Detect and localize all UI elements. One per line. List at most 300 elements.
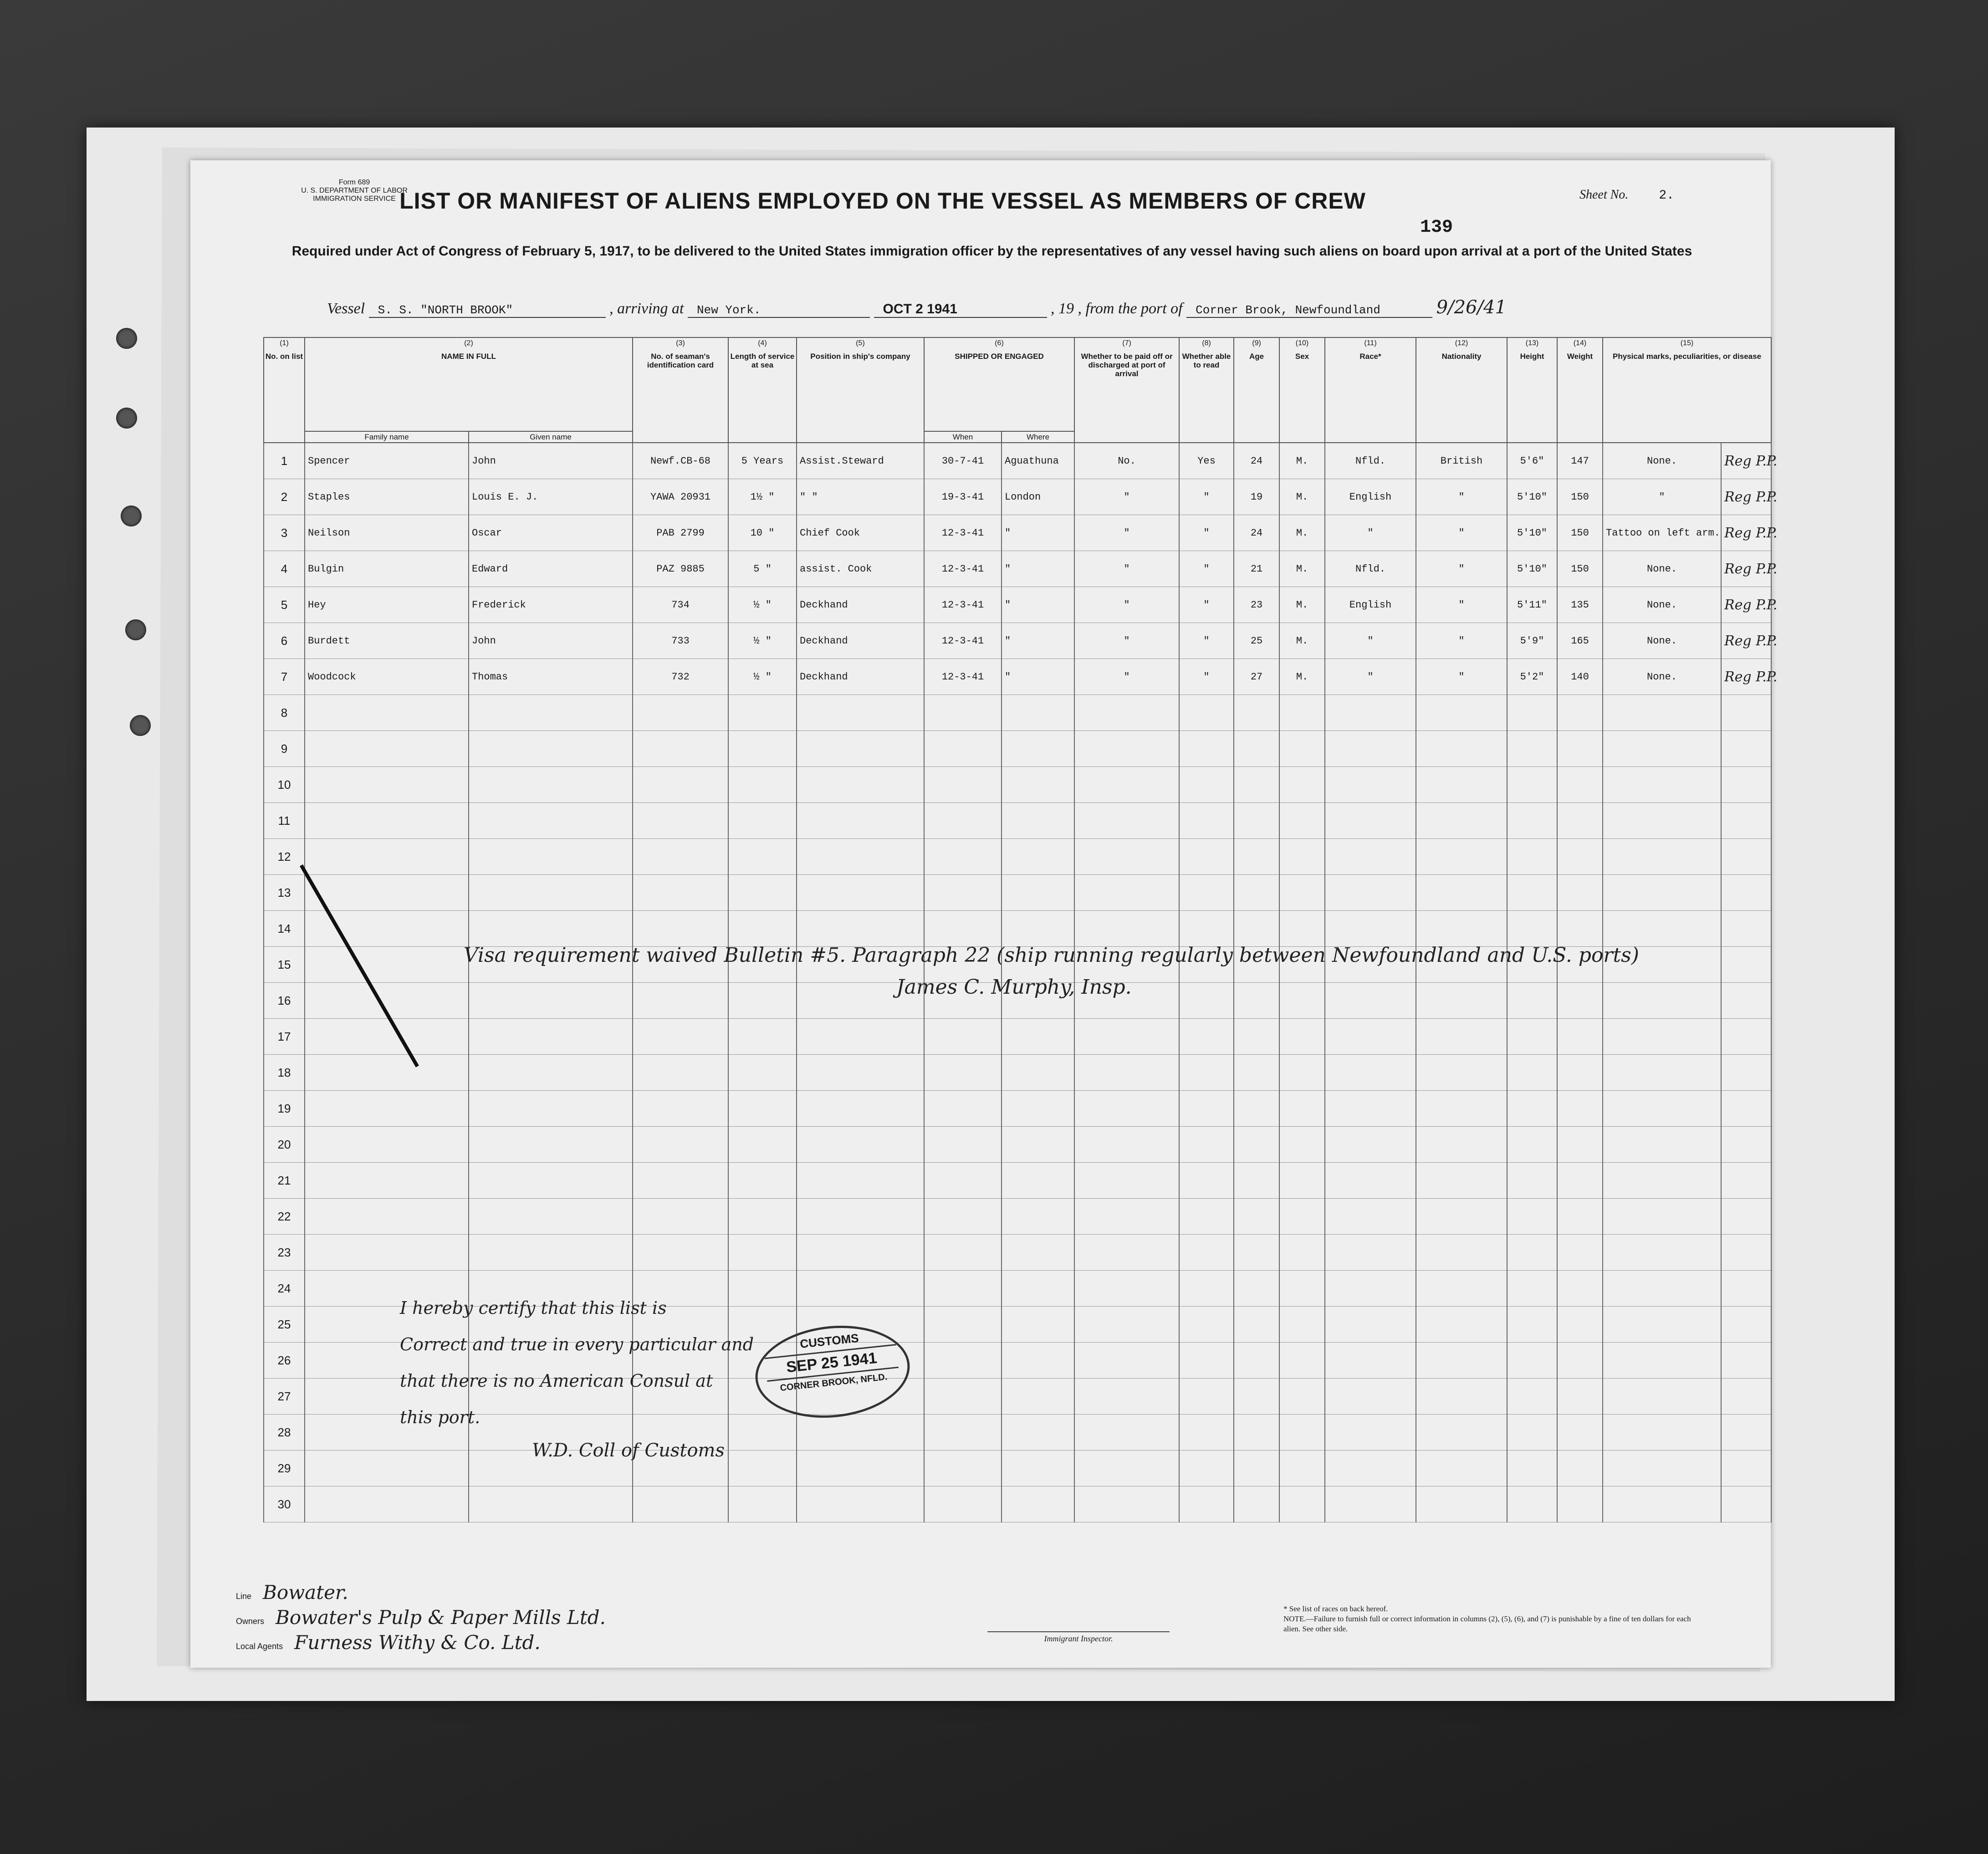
stamp-top: CUSTOMS xyxy=(799,1331,859,1351)
service-length: ½ " xyxy=(728,587,797,623)
service-length: 5 " xyxy=(728,551,797,587)
physical-marks xyxy=(1603,1091,1721,1127)
nationality xyxy=(1416,1343,1507,1379)
family-name xyxy=(305,1055,469,1091)
inspector-initials xyxy=(1721,1307,1771,1343)
col-card: (3) No. of seaman's identification card xyxy=(633,337,728,443)
race xyxy=(1325,1415,1416,1451)
inspector-initials xyxy=(1721,803,1771,839)
nationality xyxy=(1416,1163,1507,1199)
family-name: Bulgin xyxy=(305,551,469,587)
paid-off xyxy=(1074,911,1179,947)
family-name xyxy=(305,767,469,803)
id-card: 734 xyxy=(633,587,728,623)
physical-marks xyxy=(1603,1486,1721,1522)
nationality xyxy=(1416,1235,1507,1271)
weight xyxy=(1557,1055,1603,1091)
able-to-read xyxy=(1179,1091,1234,1127)
table-row xyxy=(264,479,1771,515)
table-row-empty xyxy=(264,1199,1771,1235)
weight xyxy=(1557,1019,1603,1055)
row-number: 3 xyxy=(264,515,305,551)
physical-marks xyxy=(1603,1055,1721,1091)
physical-marks: Tattoo on left arm. xyxy=(1603,515,1721,551)
position xyxy=(797,1127,924,1163)
position: Deckhand xyxy=(797,623,924,659)
id-card xyxy=(633,839,728,875)
shipped-when xyxy=(924,1486,1002,1522)
shipped-where xyxy=(1002,1415,1074,1451)
age xyxy=(1234,695,1279,731)
table-row-empty xyxy=(264,1163,1771,1199)
weight: 135 xyxy=(1557,587,1603,623)
footer-agents xyxy=(236,1631,541,1654)
able-to-read xyxy=(1179,1127,1234,1163)
age: 25 xyxy=(1234,623,1279,659)
physical-marks xyxy=(1603,875,1721,911)
row-number: 14 xyxy=(264,911,305,947)
paid-off xyxy=(1074,695,1179,731)
age xyxy=(1234,767,1279,803)
able-to-read: " xyxy=(1179,479,1234,515)
height xyxy=(1507,1451,1557,1486)
weight xyxy=(1557,1091,1603,1127)
inspector-initials: Reg P.P. xyxy=(1721,515,1771,551)
row-number: 28 xyxy=(264,1415,305,1451)
shipped-when: 30-7-41 xyxy=(924,443,1002,479)
service-length xyxy=(728,803,797,839)
shipped-when xyxy=(924,731,1002,767)
nationality xyxy=(1416,1091,1507,1127)
race xyxy=(1325,1451,1416,1486)
inspector-initials xyxy=(1721,767,1771,803)
given-name xyxy=(469,875,633,911)
race: English xyxy=(1325,587,1416,623)
service-length: ½ " xyxy=(728,623,797,659)
inspector-initials xyxy=(1721,983,1771,1019)
physical-marks: None. xyxy=(1603,623,1721,659)
sex xyxy=(1279,839,1325,875)
id-card: 732 xyxy=(633,659,728,695)
physical-marks: None. xyxy=(1603,659,1721,695)
id-card xyxy=(633,875,728,911)
shipped-when: 12-3-41 xyxy=(924,659,1002,695)
shipped-where xyxy=(1002,839,1074,875)
inspector-initials: Reg P.P. xyxy=(1721,587,1771,623)
inspector-initials xyxy=(1721,1019,1771,1055)
service-length xyxy=(728,911,797,947)
nationality: " xyxy=(1416,587,1507,623)
col-service: (4) Length of service at sea xyxy=(728,337,797,443)
height xyxy=(1507,1271,1557,1307)
physical-marks xyxy=(1603,1019,1721,1055)
able-to-read: " xyxy=(1179,551,1234,587)
given-name xyxy=(469,839,633,875)
col-age: (9) Age xyxy=(1234,337,1279,443)
id-card xyxy=(633,1127,728,1163)
table-row xyxy=(264,443,1771,479)
weight xyxy=(1557,1235,1603,1271)
race xyxy=(1325,839,1416,875)
departure-port: Corner Brook, Newfoundland xyxy=(1186,303,1432,318)
table-row xyxy=(264,659,1771,695)
col-race: (11) Race* xyxy=(1325,337,1416,443)
row-number: 9 xyxy=(264,731,305,767)
agents-label: Local Agents xyxy=(236,1642,283,1651)
table-row-empty xyxy=(264,839,1771,875)
paid-off xyxy=(1074,1451,1179,1486)
given-name xyxy=(469,1127,633,1163)
col-read: (8) Whether able to read xyxy=(1179,337,1234,443)
age xyxy=(1234,1451,1279,1486)
height xyxy=(1507,911,1557,947)
family-name xyxy=(305,1199,469,1235)
height xyxy=(1507,1343,1557,1379)
weight xyxy=(1557,1343,1603,1379)
able-to-read xyxy=(1179,875,1234,911)
position xyxy=(797,803,924,839)
race: Nfld. xyxy=(1325,443,1416,479)
physical-marks xyxy=(1603,911,1721,947)
sex xyxy=(1279,767,1325,803)
line-label: Line xyxy=(236,1592,252,1601)
position xyxy=(797,1486,924,1522)
given-name: Oscar xyxy=(469,515,633,551)
handwritten-date: 9/26/41 xyxy=(1436,297,1507,318)
table-row-empty xyxy=(264,767,1771,803)
table-row-empty xyxy=(264,731,1771,767)
row-number: 19 xyxy=(264,1091,305,1127)
inspector-initials xyxy=(1721,911,1771,947)
shipped-when xyxy=(924,1307,1002,1343)
height xyxy=(1507,695,1557,731)
id-card xyxy=(633,1199,728,1235)
race: " xyxy=(1325,659,1416,695)
service-length xyxy=(728,767,797,803)
owners-value: Bowater's Pulp & Paper Mills Ltd. xyxy=(276,1606,606,1629)
shipped-where xyxy=(1002,731,1074,767)
age xyxy=(1234,1127,1279,1163)
row-number: 16 xyxy=(264,983,305,1019)
shipped-where xyxy=(1002,911,1074,947)
col-paid: (7) Whether to be paid off or discharged at port of arrival xyxy=(1074,337,1179,443)
age xyxy=(1234,1091,1279,1127)
paid-off: No. xyxy=(1074,443,1179,479)
physical-marks xyxy=(1603,983,1721,1019)
inspector-initials xyxy=(1721,1486,1771,1522)
height xyxy=(1507,767,1557,803)
family-name: Hey xyxy=(305,587,469,623)
shipped-where xyxy=(1002,1055,1074,1091)
sex xyxy=(1279,1127,1325,1163)
inspector-initials xyxy=(1721,1451,1771,1486)
shipped-where xyxy=(1002,1343,1074,1379)
inspector-initials xyxy=(1721,1091,1771,1127)
height xyxy=(1507,1307,1557,1343)
sex xyxy=(1279,1163,1325,1199)
nationality: " xyxy=(1416,515,1507,551)
weight xyxy=(1557,731,1603,767)
shipped-where: " xyxy=(1002,623,1074,659)
table-row-empty xyxy=(264,911,1771,947)
physical-marks xyxy=(1603,1127,1721,1163)
sex: M. xyxy=(1279,551,1325,587)
height: 5'11" xyxy=(1507,587,1557,623)
inspector-initials xyxy=(1721,1127,1771,1163)
sex xyxy=(1279,983,1325,1019)
able-to-read xyxy=(1179,1271,1234,1307)
inspector-initials xyxy=(1721,1163,1771,1199)
sex xyxy=(1279,1199,1325,1235)
inspector-initials xyxy=(1721,1055,1771,1091)
sex xyxy=(1279,1415,1325,1451)
given-name xyxy=(469,1486,633,1522)
nationality xyxy=(1416,875,1507,911)
col-where: Where xyxy=(1002,431,1074,443)
id-card: 733 xyxy=(633,623,728,659)
shipped-where xyxy=(1002,803,1074,839)
col-shipped: (6) SHIPPED OR ENGAGED xyxy=(924,337,1074,431)
customs-signature: W.D. Coll of Customs xyxy=(532,1440,725,1461)
shipped-where xyxy=(1002,1019,1074,1055)
sex xyxy=(1279,1343,1325,1379)
age xyxy=(1234,1486,1279,1522)
service-length: 1½ " xyxy=(728,479,797,515)
paid-off xyxy=(1074,839,1179,875)
service-length: 5 Years xyxy=(728,443,797,479)
able-to-read xyxy=(1179,839,1234,875)
height xyxy=(1507,839,1557,875)
row-number: 1 xyxy=(264,443,305,479)
service-length: 10 " xyxy=(728,515,797,551)
family-name xyxy=(305,1163,469,1199)
physical-marks xyxy=(1603,803,1721,839)
vessel-name: S. S. "NORTH BROOK" xyxy=(369,303,606,318)
able-to-read xyxy=(1179,911,1234,947)
table-row-empty xyxy=(264,695,1771,731)
row-number: 10 xyxy=(264,767,305,803)
row-number: 2 xyxy=(264,479,305,515)
shipped-when xyxy=(924,1163,1002,1199)
race xyxy=(1325,1055,1416,1091)
inspector-initials xyxy=(1721,1199,1771,1235)
shipped-when xyxy=(924,1451,1002,1486)
position: assist. Cook xyxy=(797,551,924,587)
col-marks: (15) Physical marks, peculiarities, or disease xyxy=(1603,337,1771,443)
service-length xyxy=(728,875,797,911)
family-name xyxy=(305,695,469,731)
age xyxy=(1234,875,1279,911)
shipped-when xyxy=(924,767,1002,803)
punch-hole xyxy=(125,619,146,640)
row-number: 12 xyxy=(264,839,305,875)
paid-off xyxy=(1074,731,1179,767)
given-name xyxy=(469,695,633,731)
race: English xyxy=(1325,479,1416,515)
race xyxy=(1325,1379,1416,1415)
given-name xyxy=(469,983,633,1019)
paid-off xyxy=(1074,1127,1179,1163)
position xyxy=(797,875,924,911)
age xyxy=(1234,1379,1279,1415)
family-name xyxy=(305,1127,469,1163)
id-card xyxy=(633,1486,728,1522)
owners-label: Owners xyxy=(236,1617,265,1626)
physical-marks xyxy=(1603,1307,1721,1343)
height xyxy=(1507,1379,1557,1415)
position xyxy=(797,767,924,803)
height xyxy=(1507,1091,1557,1127)
race xyxy=(1325,1343,1416,1379)
inspector-initials: Reg P.P. xyxy=(1721,551,1771,587)
nationality: British xyxy=(1416,443,1507,479)
age xyxy=(1234,1055,1279,1091)
weight xyxy=(1557,767,1603,803)
shipped-where: " xyxy=(1002,587,1074,623)
family-name xyxy=(305,839,469,875)
weight: 150 xyxy=(1557,515,1603,551)
nationality xyxy=(1416,1127,1507,1163)
weight: 150 xyxy=(1557,479,1603,515)
weight xyxy=(1557,803,1603,839)
service-length xyxy=(728,1019,797,1055)
weight xyxy=(1557,1379,1603,1415)
table-row-empty xyxy=(264,803,1771,839)
age: 21 xyxy=(1234,551,1279,587)
physical-marks xyxy=(1603,1343,1721,1379)
row-number: 27 xyxy=(264,1379,305,1415)
family-name: Burdett xyxy=(305,623,469,659)
sex xyxy=(1279,1486,1325,1522)
shipped-where xyxy=(1002,767,1074,803)
paid-off: " xyxy=(1074,551,1179,587)
id-card xyxy=(633,1019,728,1055)
sex: M. xyxy=(1279,623,1325,659)
shipped-where xyxy=(1002,1235,1074,1271)
given-name: Louis E. J. xyxy=(469,479,633,515)
table-row-empty xyxy=(264,1451,1771,1486)
age xyxy=(1234,839,1279,875)
physical-marks xyxy=(1603,731,1721,767)
service-length xyxy=(728,1091,797,1127)
punch-hole xyxy=(130,715,151,736)
sex xyxy=(1279,911,1325,947)
position xyxy=(797,731,924,767)
position: Deckhand xyxy=(797,659,924,695)
footnote xyxy=(1283,1604,1693,1634)
shipped-where xyxy=(1002,1127,1074,1163)
shipped-where: " xyxy=(1002,551,1074,587)
row-number: 15 xyxy=(264,947,305,983)
height xyxy=(1507,1235,1557,1271)
physical-marks xyxy=(1603,767,1721,803)
position xyxy=(797,1163,924,1199)
family-name xyxy=(305,1451,469,1486)
col-nationality: (12) Nationality xyxy=(1416,337,1507,443)
able-to-read xyxy=(1179,1307,1234,1343)
physical-marks: None. xyxy=(1603,587,1721,623)
row-number: 20 xyxy=(264,1127,305,1163)
given-name xyxy=(469,731,633,767)
height: 5'10" xyxy=(1507,479,1557,515)
manifest-sheet xyxy=(190,160,1778,1668)
id-card xyxy=(633,731,728,767)
race xyxy=(1325,1019,1416,1055)
height xyxy=(1507,875,1557,911)
race xyxy=(1325,803,1416,839)
service-length xyxy=(728,1486,797,1522)
nationality xyxy=(1416,1486,1507,1522)
weight xyxy=(1557,1451,1603,1486)
shipped-where xyxy=(1002,1307,1074,1343)
id-card: PAZ 9885 xyxy=(633,551,728,587)
inspector-initials xyxy=(1721,1343,1771,1379)
id-card: PAB 2799 xyxy=(633,515,728,551)
nationality: " xyxy=(1416,479,1507,515)
punch-hole xyxy=(116,328,137,349)
sex xyxy=(1279,1271,1325,1307)
height xyxy=(1507,1019,1557,1055)
age: 24 xyxy=(1234,515,1279,551)
height: 5'2" xyxy=(1507,659,1557,695)
race xyxy=(1325,875,1416,911)
inspector-initials xyxy=(1721,839,1771,875)
shipped-when xyxy=(924,1019,1002,1055)
age xyxy=(1234,1019,1279,1055)
shipped-when xyxy=(924,1343,1002,1379)
race xyxy=(1325,1091,1416,1127)
shipped-where xyxy=(1002,1486,1074,1522)
department: U. S. DEPARTMENT OF LABOR xyxy=(301,187,408,194)
able-to-read xyxy=(1179,1019,1234,1055)
nationality: " xyxy=(1416,659,1507,695)
inspector-initials xyxy=(1721,1379,1771,1415)
physical-marks xyxy=(1603,1451,1721,1486)
shipped-when xyxy=(924,1127,1002,1163)
family-name: Neilson xyxy=(305,515,469,551)
able-to-read xyxy=(1179,1486,1234,1522)
nationality xyxy=(1416,1415,1507,1451)
shipped-where xyxy=(1002,1451,1074,1486)
row-number: 21 xyxy=(264,1163,305,1199)
id-card xyxy=(633,983,728,1019)
position xyxy=(797,839,924,875)
table-row xyxy=(264,515,1771,551)
age xyxy=(1234,983,1279,1019)
paid-off xyxy=(1074,1091,1179,1127)
physical-marks xyxy=(1603,695,1721,731)
weight xyxy=(1557,983,1603,1019)
height xyxy=(1507,1163,1557,1199)
paid-off xyxy=(1074,1163,1179,1199)
sheet-number-value: 2. xyxy=(1659,189,1674,203)
physical-marks xyxy=(1603,1271,1721,1307)
sex xyxy=(1279,1019,1325,1055)
able-to-read xyxy=(1179,767,1234,803)
id-card xyxy=(633,1235,728,1271)
shipped-when: 12-3-41 xyxy=(924,515,1002,551)
given-name xyxy=(469,803,633,839)
row-number: 22 xyxy=(264,1199,305,1235)
row-number: 8 xyxy=(264,695,305,731)
able-to-read xyxy=(1179,1235,1234,1271)
nationality xyxy=(1416,1271,1507,1307)
table-row-empty xyxy=(264,1235,1771,1271)
nationality xyxy=(1416,1019,1507,1055)
weight: 150 xyxy=(1557,551,1603,587)
position: Assist.Steward xyxy=(797,443,924,479)
able-to-read: " xyxy=(1179,659,1234,695)
